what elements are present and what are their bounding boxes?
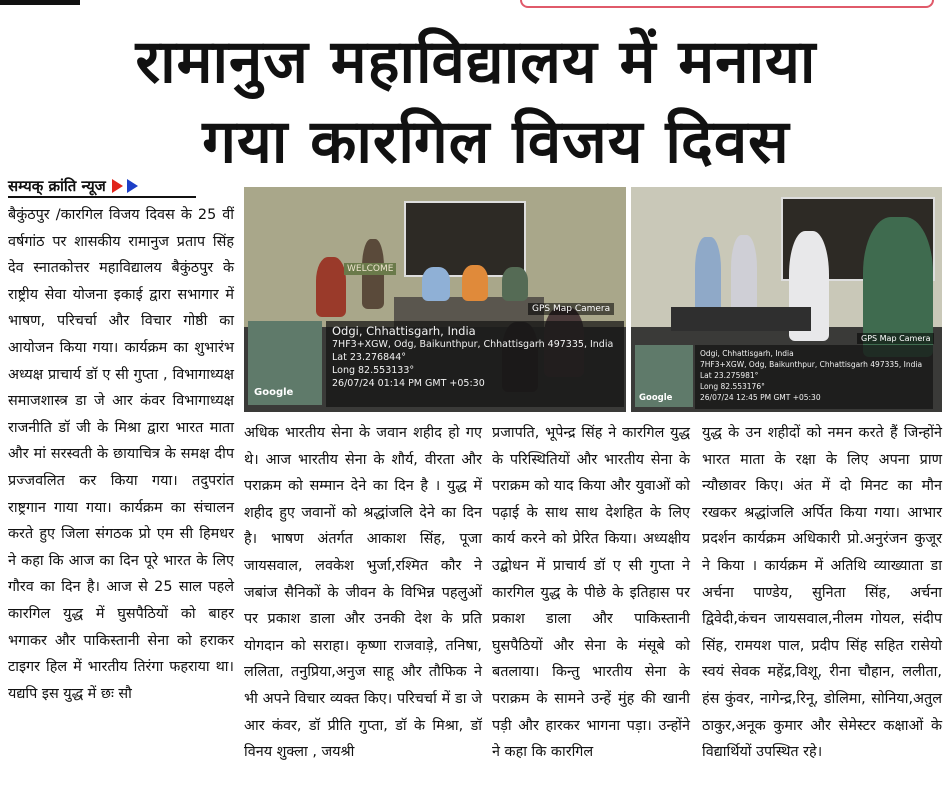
person-figure xyxy=(422,267,450,301)
gps-place: Odgi, Chhattisgarh, India xyxy=(700,349,794,358)
play-arrow-red-icon xyxy=(112,179,123,193)
gps-lat: Lat 23.276844° xyxy=(332,352,406,363)
byline-underline xyxy=(8,196,196,198)
gps-camera-badge: GPS Map Camera xyxy=(857,333,934,344)
gps-address: 7HF3+XGW, Odg, Baikunthpur, Chhattisgarh 497335, India xyxy=(332,339,614,350)
welcome-banner: WELCOME xyxy=(344,263,396,275)
person-figure xyxy=(695,237,721,317)
person-figure xyxy=(502,267,528,301)
room-table xyxy=(671,307,811,331)
event-photo-audience xyxy=(631,187,942,412)
headline-line-1: रामानुज महाविद्यालय में मनाया xyxy=(135,27,817,97)
gps-lat: Lat 23.275981° xyxy=(700,371,759,380)
top-rule xyxy=(0,0,80,5)
gps-long: Long 82.553133° xyxy=(332,365,415,376)
gps-info-overlay xyxy=(326,321,624,407)
projector-screen xyxy=(404,201,526,277)
article-column-4: युद्ध के उन शहीदों को नमन करते हैं जिन्होंने भारत माता के रक्षा के लिए अपना प्राण न्यौछावर किए। अंत में दो मिनट का मौन रखकर श्रद्धांजलि अर्पित किया गया। आभार प्रदर्शन कार्यक्रम अधिकारी प्रो.अनुरंजन कुजूर ने किया । कार्यक्रम में अतिथि व्याख्याता डा अर्चना पाण्डेय, सुनिता सिंह, अर्चना द्विवेदी,कंचन जायसवाल,नीलम गोयल, संदीप सिंह, रामयश पाल, प्रदीप सिंह सहित रासेयो स्वयं सेवक महेंद्र,विशू, रीना चौहान, ललीता, हंस कुंवर, नागेन्द्र,रिनू, डोलिमा, सोनिया,अतुल ठाकुर,अनूक कुमार और सेमेस्टर कक्षाओं के विद्यार्थियों उपस्थित रहे। xyxy=(702,425,942,761)
gps-datetime: 26/07/24 12:45 PM GMT +05:30 xyxy=(700,393,821,402)
person-figure xyxy=(316,257,346,317)
play-arrow-blue-icon xyxy=(127,179,138,193)
person-figure xyxy=(462,265,488,301)
event-photo-stage xyxy=(244,187,626,412)
headline xyxy=(0,22,952,182)
gps-datetime: 26/07/24 01:14 PM GMT +05:30 xyxy=(332,378,485,389)
gps-camera-badge: GPS Map Camera xyxy=(528,303,614,315)
article-column-1: बैकुंठपुर /कारगिल विजय दिवस के 25 वीं वर्षगांठ पर शासकीय रामानुज प्रताप सिंह देव स्नातकोत्तर महाविद्यालय बैकुंठपुर के राष्ट्रीय सेवा योजना इकाई द्वारा सभागार में भाषण, परिचर्चा और विचार गोष्ठी का आयोजन किया गया। कार्यक्रम का शुभारंभ अध्यक्ष प्राचार्य डॉ ए सी गुप्ता , विभागाध्यक्ष समाजशास्त्र डा जे आर कंवर विभागाध्यक्ष राजनीति डॉ जी के मिश्रा द्वारा भारत माता और मां सरस्वती के छायाचित्र के समक्ष दीप प्रज्जवलित कर किया गया। तदुपरांत राष्ट्रगान गाया गया। कार्यक्रम का संचालन करते हुए जिला संगठक प्रो एम सी हिमधर ने कहा कि आज का दिन पूरे भारत के लिए गौरव का दिन है। आज से 25 साल पहले कारगिल युद्ध में घुसपैठियों को बाहर भगाकर और पाकिस्तानी सेना को हराकर टाइगर हिल में भारतीय तिरंगा फहराया था। यद्यपि इस युद्ध में छः सौ xyxy=(8,207,234,702)
article-column-3: प्रजापति, भूपेन्द्र सिंह ने कारगिल युद्ध के परिस्थितियों और भारतीय सेना के पराक्रम को याद किया और युवाओं को पढ़ाई के साथ साथ देशहित के लिए कार्य करने को प्रेरित किया। अध्यक्षीय उद्बोधन में प्राचार्य डॉ ए सी गुप्ता ने कारगिल युद्ध के पीछे के इतिहास पर प्रकाश डाला और पाकिस्तानी घुसपैठियों और सेना के मंसूबे को बतलाया। किन्तु भारतीय सेना के पराक्रम के सामने उन्हें मुंह की खानी पड़ी और हारकर भागना पड़ा। उन्होंने ने कहा कि कारगिल xyxy=(492,425,690,761)
map-label: Google xyxy=(254,387,294,398)
person-figure xyxy=(731,235,757,317)
gps-address: 7HF3+XGW, Odg, Baikunthpur, Chhattisgarh 497335, India xyxy=(700,360,923,369)
byline xyxy=(8,176,138,196)
map-label: Google xyxy=(639,393,673,403)
article-column-2: अधिक भारतीय सेना के जवान शहीद हो गए थे। आज भारतीय सेना के शौर्य, वीरता और पराक्रम को सम्मान देने का दिन है । युद्ध में शहीद हुए जवानों को श्रद्धांजलि देने का दिन है। भाषण अंतर्गत आकाश सिंह, पूजा जायसवाल, लवकेश भुर्जा,रश्मित कौर ने जबांज सैनिकों के जीवन के विभिन्न पहलुओं पर प्रकाश डाला और उनकी देश के प्रति योगदान को सराहा। कृष्णा राजवाड़े, तनिषा, ललिता, तनुप्रिया,अनुज साहू और तौफिक ने भी अपने विचार व्यक्त किए। परिचर्चा में डा जे आर कंवर, डॉ प्रीति गुप्ता, डॉ के मिश्रा, डॉ विनय शुक्ला , जयश्री xyxy=(244,425,482,761)
headline-line-2: गया कारगिल विजय दिवस xyxy=(202,107,790,177)
gps-long: Long 82.553176° xyxy=(700,382,765,391)
gps-place: Odgi, Chhattisgarh, India xyxy=(332,324,476,338)
byline-text: सम्यक् क्रांति न्यूज xyxy=(8,177,106,195)
top-frame xyxy=(520,0,934,8)
gps-info-overlay xyxy=(695,345,933,409)
